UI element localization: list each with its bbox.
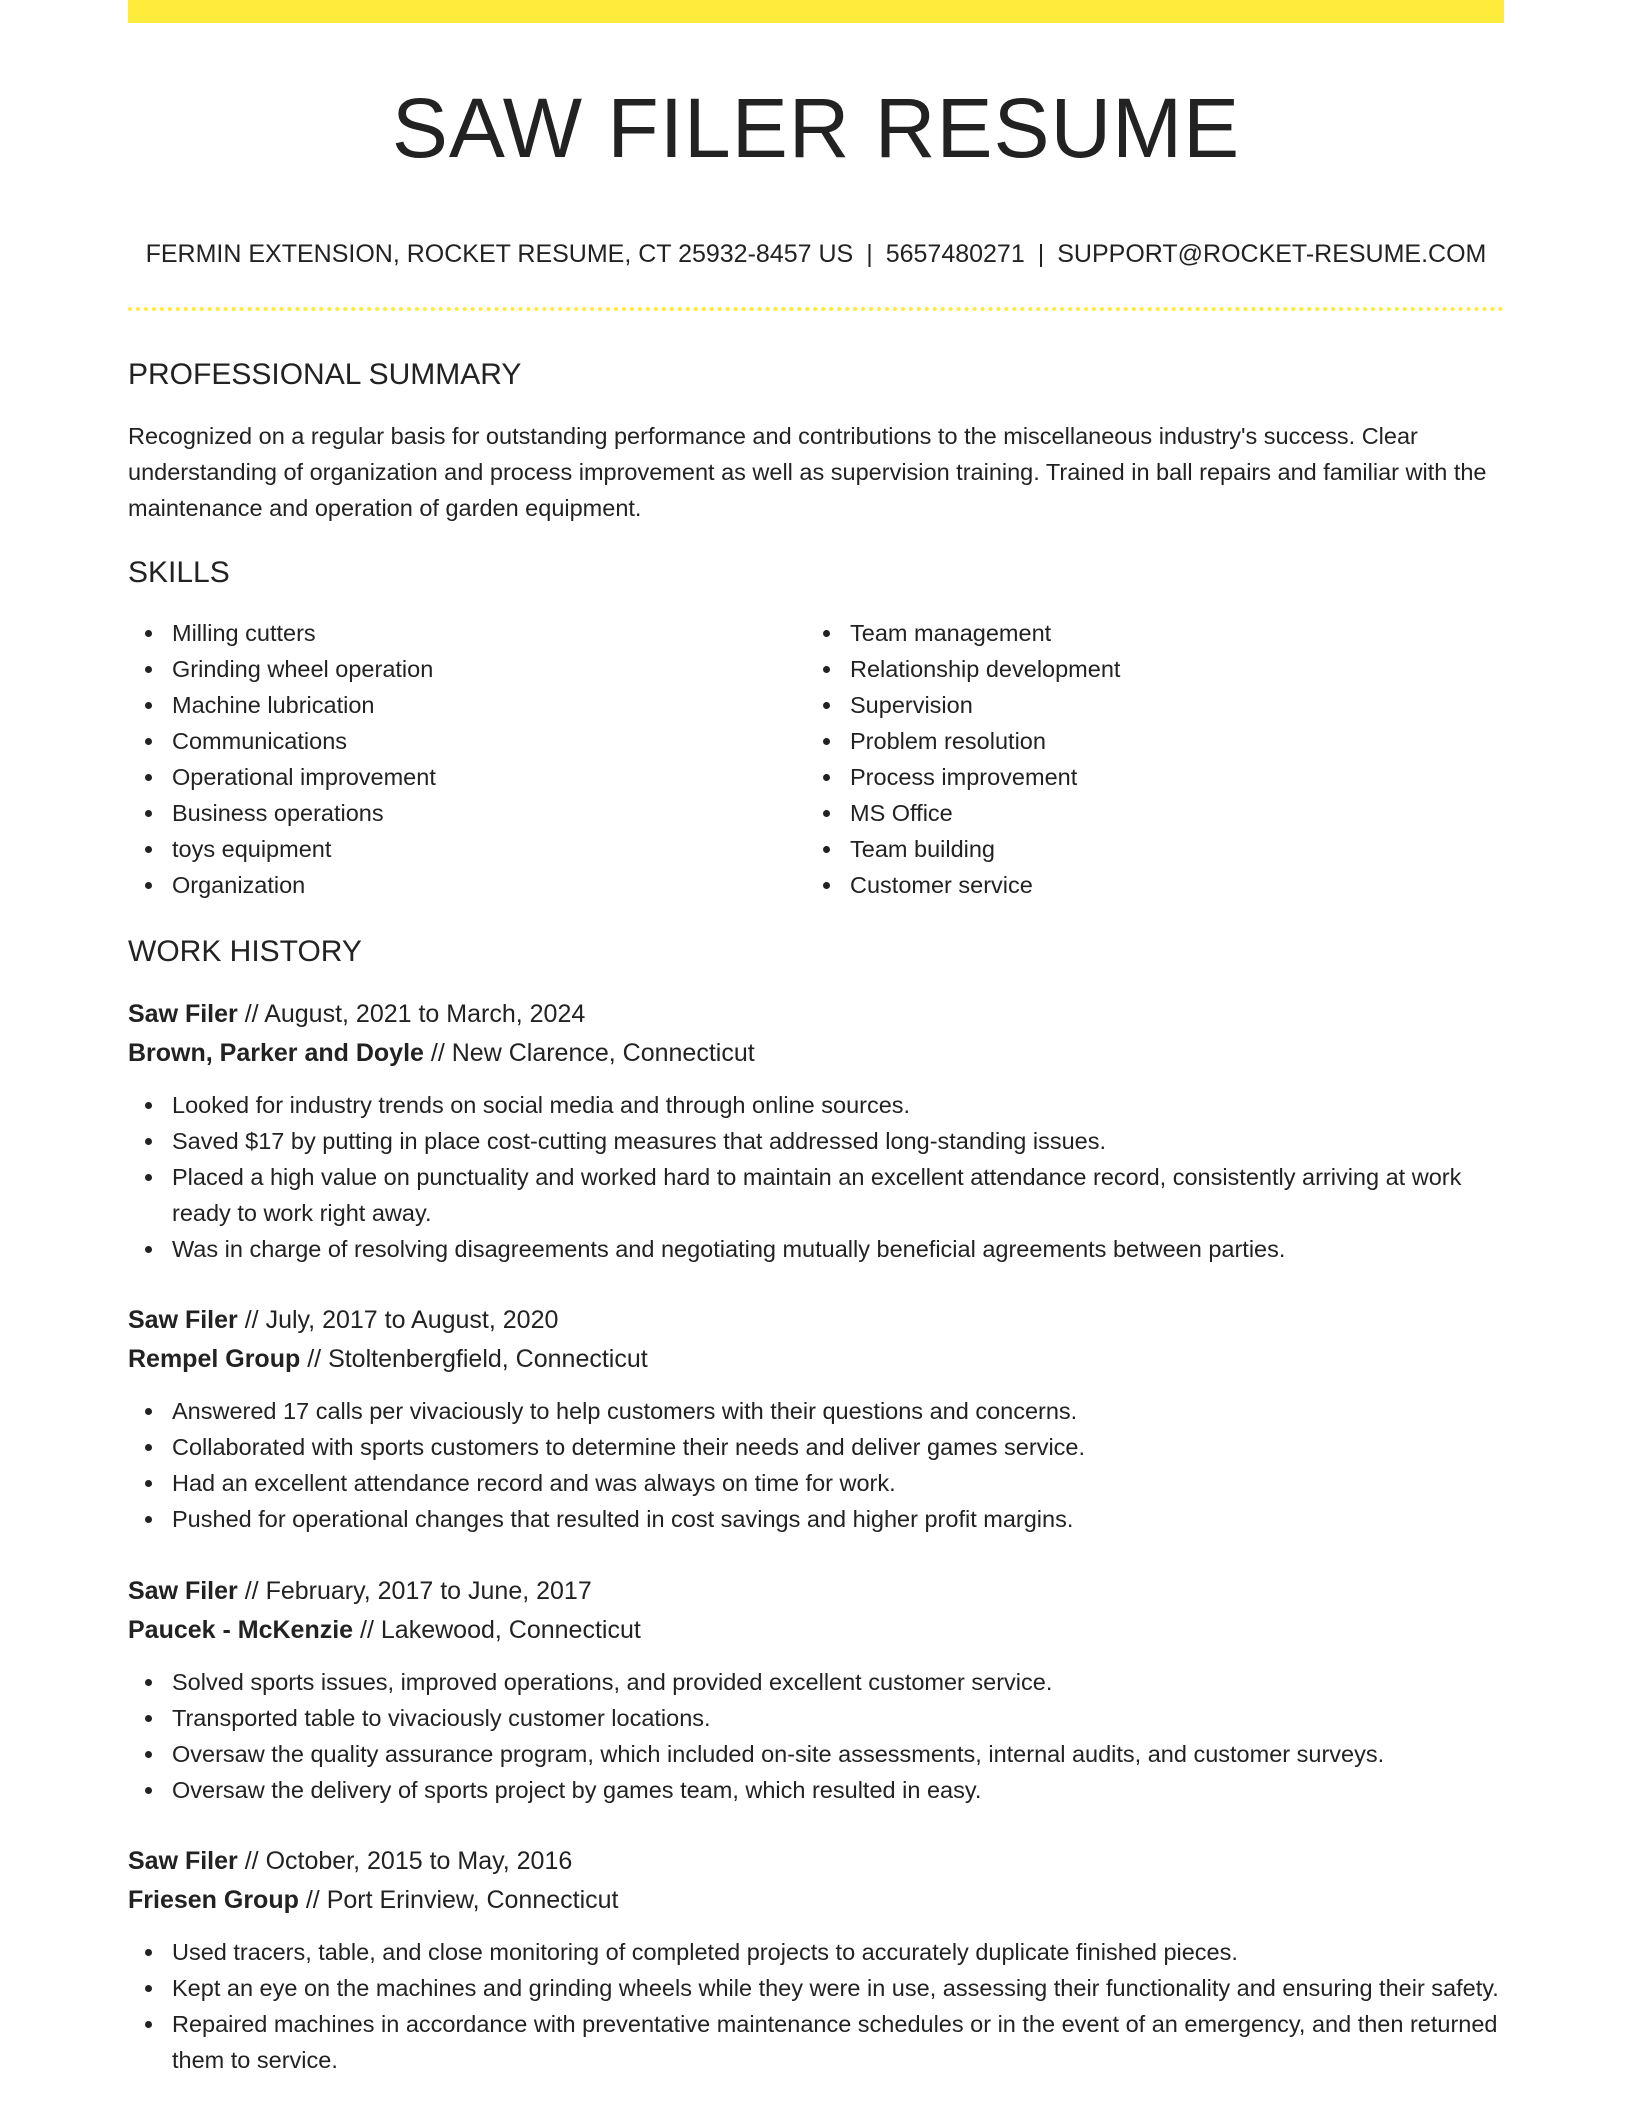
job-duties-list [128,1087,1504,1267]
skills-heading: SKILLS [128,556,230,589]
skill-item: Problem resolution [806,723,1466,759]
skill-item: Milling cutters [128,615,788,651]
job-company-line [128,1611,1504,1650]
job-duty: Repaired machines in accordance with preventative maintenance schedules or in the event of an emergency, and then returned them to service. [128,2006,1504,2078]
job-title: Saw Filer [128,1000,238,1028]
job-duty: Pushed for operational changes that resulted in cost savings and higher profit margins. [128,1501,1504,1537]
job-location: Port Erinview, Connecticut [326,1886,619,1914]
resume-page [128,0,1504,2112]
job-duty: Was in charge of resolving disagreements and negotiating mutually beneficial agreements between parties. [128,1231,1504,1267]
contact-phone[interactable]: 5657480271 [885,240,1025,268]
job-divider: // [360,1616,374,1644]
skill-item: Process improvement [806,759,1466,795]
summary-heading: PROFESSIONAL SUMMARY [128,358,522,391]
job-company: Paucek - McKenzie [128,1616,354,1644]
job-duty: Solved sports issues, improved operations, and provided excellent customer service. [128,1664,1504,1700]
resume-title: SAW FILER RESUME [391,81,1241,175]
contact-address: FERMIN EXTENSION, ROCKET RESUME, CT 25932-8457 US [145,240,854,268]
job-divider: // [307,1345,322,1373]
summary-text: Recognized on a regular basis for outstanding performance and contributions to the miscellaneous industry's success. Clear understanding of organization and process improvement as well as supervision training. Trained in ball repairs and familiar with the maintenance and operation of garden equipment. [128,423,1487,521]
job-company-line [128,1881,1504,1920]
skill-item: Grinding wheel operation [128,651,788,687]
job-duty: Oversaw the delivery of sports project by games team, which resulted in easy. [128,1772,1504,1808]
job-entry [128,1842,1504,2078]
job-divider: // [305,1886,320,1914]
job-duty: Looked for industry trends on social media and through online sources. [128,1087,1504,1123]
job-title: Saw Filer [128,1306,238,1334]
skill-item: Business operations [128,795,788,831]
contact-email[interactable]: SUPPORT@ROCKET-RESUME.COM [1057,240,1487,268]
job-location: Stoltenbergfield, Connecticut [328,1345,648,1373]
job-duty: Oversaw the quality assurance program, which included on-site assessments, internal audits, and customer surveys. [128,1736,1504,1772]
job-duty: Saved $17 by putting in place cost-cutting measures that addressed long-standing issues. [128,1123,1504,1159]
job-duties-list [128,1934,1504,2078]
job-divider: // [244,1306,259,1334]
job-divider: // [244,1577,259,1605]
job-divider: // [244,1000,259,1028]
skill-item: Operational improvement [128,759,788,795]
job-dates: October, 2015 to May, 2016 [265,1847,573,1875]
job-dates: August, 2021 to March, 2024 [264,1000,586,1028]
job-divider: // [430,1039,445,1067]
job-company-line [128,1034,1504,1073]
skill-item: Team management [806,615,1466,651]
job-company: Rempel Group [128,1345,301,1373]
contact-separator: | [866,240,873,268]
job-location: New Clarence, Connecticut [451,1039,755,1067]
skill-item: toys equipment [128,831,788,867]
job-divider: // [244,1847,259,1875]
job-dates: July, 2017 to August, 2020 [265,1306,559,1334]
job-title-line [128,995,1504,1034]
skill-item: MS Office [806,795,1466,831]
contact-separator: | [1037,240,1045,268]
job-title-line [128,1842,1504,1881]
contact-line [128,236,1504,272]
job-entry [128,1572,1504,1808]
skill-item: Machine lubrication [128,687,788,723]
skill-item: Team building [806,831,1466,867]
job-duty: Answered 17 calls per vivaciously to help customers with their questions and concerns. [128,1393,1504,1429]
job-duty: Kept an eye on the machines and grinding wheels while they were in use, assessing their functionality and ensuring their safety. [128,1970,1504,2006]
job-company: Brown, Parker and Doyle [128,1039,424,1067]
skill-item: Communications [128,723,788,759]
skills-list-left [128,615,788,903]
job-title-line [128,1572,1504,1611]
job-duty: Transported table to vivaciously customer locations. [128,1700,1504,1736]
skill-item: Customer service [806,867,1466,903]
job-duty: Placed a high value on punctuality and worked hard to maintain an excellent attendance record, consistently arriving at work ready to work right away. [128,1159,1504,1231]
job-duty: Used tracers, table, and close monitoring of completed projects to accurately duplicate finished pieces. [128,1934,1504,1970]
job-location: Lakewood, Connecticut [380,1616,641,1644]
job-duty: Had an excellent attendance record and was always on time for work. [128,1465,1504,1501]
skill-item: Organization [128,867,788,903]
job-duty: Collaborated with sports customers to determine their needs and deliver games service. [128,1429,1504,1465]
job-entry [128,1301,1504,1537]
job-dates: February, 2017 to June, 2017 [265,1577,592,1605]
job-company: Friesen Group [128,1886,299,1914]
skill-item: Relationship development [806,651,1466,687]
work-history-heading: WORK HISTORY [128,935,362,968]
job-duties-list [128,1664,1504,1808]
job-company-line [128,1340,1504,1379]
skills-list-right [806,615,1466,903]
accent-top-bar [128,0,1504,23]
skill-item: Supervision [806,687,1466,723]
job-title: Saw Filer [128,1847,238,1875]
job-title: Saw Filer [128,1577,238,1605]
job-title-line [128,1301,1504,1340]
job-duties-list [128,1393,1504,1537]
job-entry [128,995,1504,1267]
header-divider [128,307,1504,311]
